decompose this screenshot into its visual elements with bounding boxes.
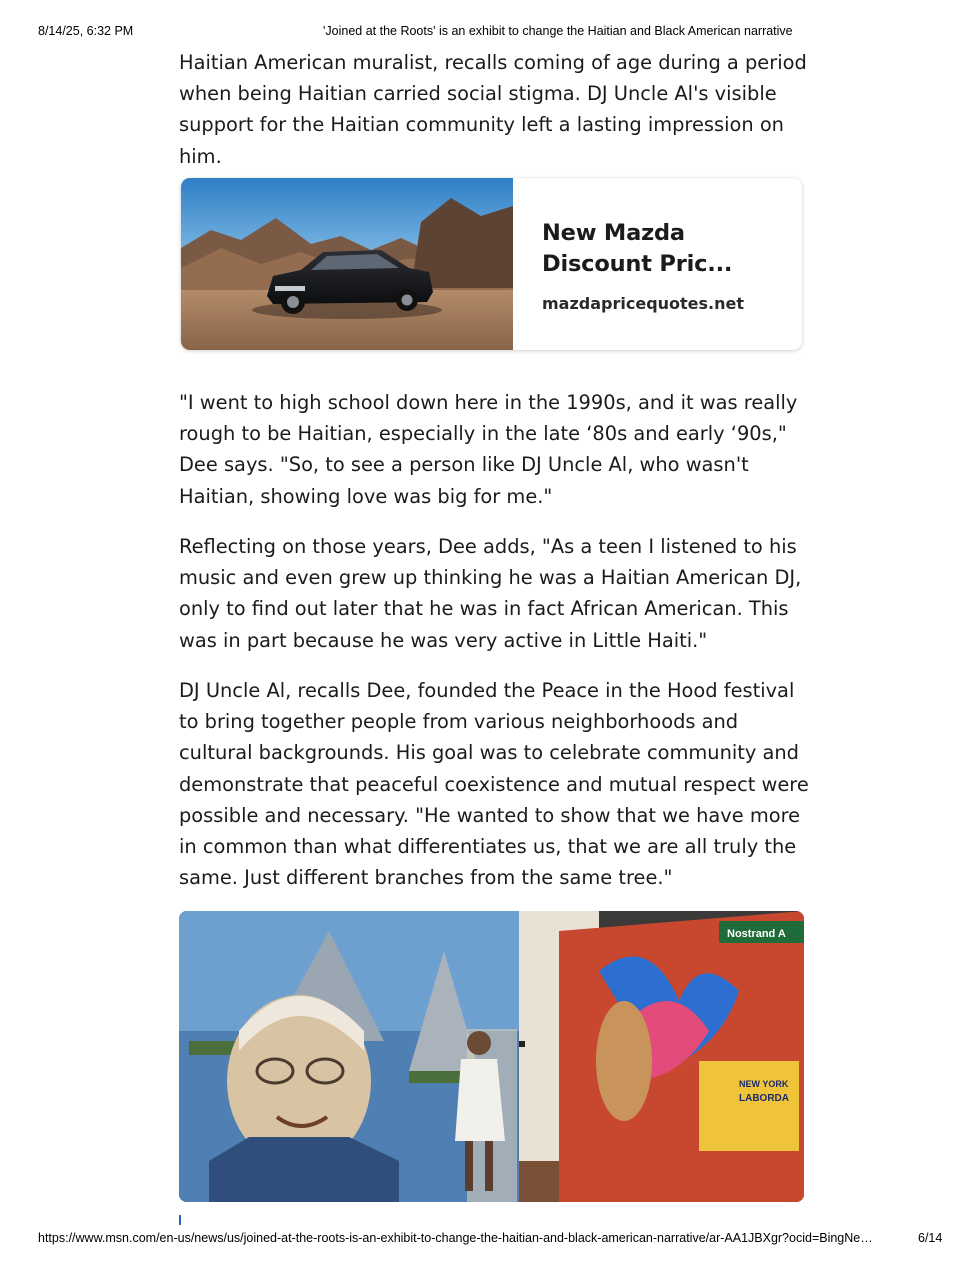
mural-banner-text: NEW YORK xyxy=(739,1079,789,1089)
ad-car-image xyxy=(181,178,513,350)
mural-banner-text: LABORDA xyxy=(739,1093,789,1104)
article-paragraph: Haitian American muralist, recalls coming of age during a period when being Haitian carried social stigma. DJ Uncle Al's visible support for the Haitian community left a lasting impression on him. xyxy=(179,51,807,168)
sponsored-ad-card[interactable] xyxy=(181,178,802,350)
print-page-title: 'Joined at the Roots' is an exhibit to change the Haitian and Black American narrative xyxy=(323,24,793,38)
mural-exhibit-image xyxy=(179,911,804,1202)
article-paragraph: "I went to high school down here in the 1990s, and it was really rough to be Haitian, especially in the late ‘80s and early ‘90s," Dee says. "So, to see a person like DJ Uncle Al, who wasn't Haitian, showing love was big for me." xyxy=(179,391,798,508)
street-sign-text: Nostrand A xyxy=(727,928,786,940)
print-page-number: 6/14 xyxy=(918,1231,943,1245)
ad-title-line[interactable]: Discount Pric... xyxy=(542,251,733,277)
article-paragraph: DJ Uncle Al, recalls Dee, founded the Peace in the Hood festival to bring together people from various neighborhoods and cultural backgrounds. His goal was to celebrate community and demonstrate that peaceful coexistence and mutual respect were possible and necessary. "He wanted to show that we have more in common than what differentiates us, that we are all truly the same. Just different branches from the same tree." xyxy=(179,679,809,890)
ad-title-line[interactable]: New Mazda xyxy=(542,220,685,246)
ad-source-domain[interactable]: mazdapricequotes.net xyxy=(542,294,745,313)
article-paragraph: Reflecting on those years, Dee adds, "As a teen I listened to his music and even grew up thinking he was a Haitian American DJ, only to find out later that he was in fact African American. This was in part because he was very active in Little Haiti." xyxy=(179,535,802,652)
ad-title[interactable] xyxy=(542,218,782,280)
ad-text-block[interactable] xyxy=(542,218,782,313)
print-url: https://www.msn.com/en-us/news/us/joined-at-the-roots-is-an-exhibit-to-change-the-haitian-and-black-american-narrative/ar-AA1JBXgr?ocid=BingNe… xyxy=(38,1231,873,1245)
caption-marker xyxy=(179,1215,181,1225)
print-header xyxy=(0,0,980,40)
article-photo xyxy=(179,911,804,1202)
print-footer xyxy=(0,1229,980,1249)
print-datetime: 8/14/25, 6:32 PM xyxy=(38,24,134,38)
